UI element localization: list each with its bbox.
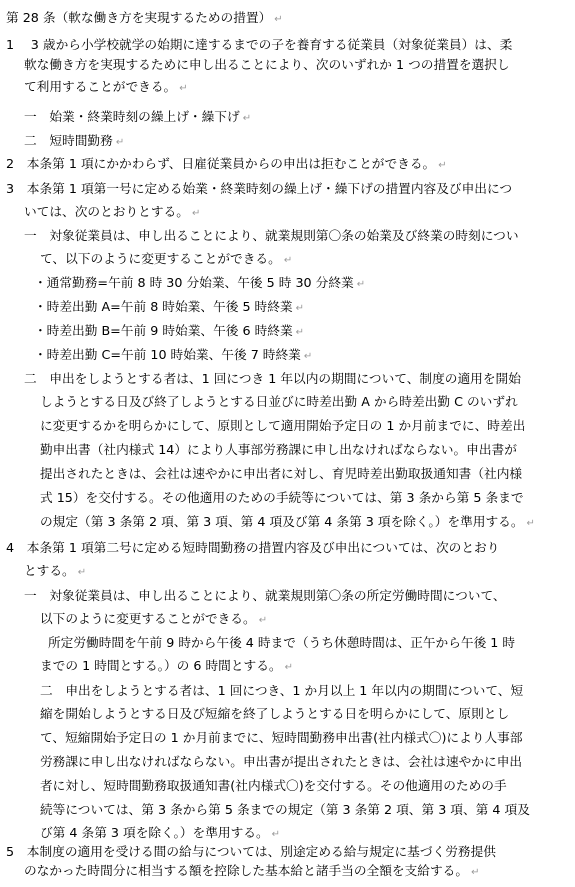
text-line: 軟な働き方を実現するために申し出ることにより、次のいずれか 1 つの措置を選択し: [24, 57, 510, 72]
text-line: て利用することができる。 ↵: [24, 79, 188, 94]
text-line: 提出されたときは、会社は速やかに申出者に対し、育児時差出勤取扱通知書（社内様: [40, 466, 523, 481]
text-line: の規定（第 3 条第 2 項、第 3 項、第 4 項及び第 4 条第 3 項を除く。）を準用する。 ↵: [40, 514, 535, 529]
text-line: 二 申出をしようとする者は、1 回につき、1 か月以上 1 年以内の期間について、短: [40, 683, 524, 698]
paragraph-mark-icon: ↵: [271, 829, 281, 840]
text-line: 4 本条第 1 項第二号に定める短時間勤務の措置内容及び申出については、次のとおり: [6, 540, 500, 555]
text-line: 式 15）を交付する。その他適用のための手続等については、第 3 条から第 5 条まで: [40, 490, 524, 505]
text-line: 続等については、第 3 条から第 5 条までの規定（第 3 条第 2 項、第 3 項、第 4 項及: [40, 802, 530, 817]
text-line: 一 始業・終業時刻の繰上げ・繰下げ ↵: [24, 109, 252, 124]
text-line: 1 3 歳から小学校就学の始期に達するまでの子を養育する従業員（対象従業員）は、柔: [6, 37, 513, 52]
text-line: て、以下のように変更することができる。 ↵: [40, 251, 293, 266]
paragraph-mark-icon: ↵: [274, 14, 283, 25]
text-line: に変更するかを明らかにして、原則として適用開始予定日の 1 か月前までに、時差出: [40, 418, 526, 433]
text-line: 者に対し、短時間勤務取扱通知書(社内様式〇)を交付する。その他適用のための手: [40, 778, 507, 793]
text-line: 一 対象従業員は、申し出ることにより、就業規則第〇条の所定労働時間について、: [24, 588, 506, 603]
list-item: ・通常勤務=午前 8 時 30 分始業、午後 5 時 30 分終業 ↵: [34, 275, 366, 290]
paragraph-mark-icon: ↵: [526, 518, 535, 529]
text-line: 以下のように変更することができる。 ↵: [40, 611, 268, 626]
text-line: のなかった時間分に相当する額を控除した基本給と諸手当の全額を支給する。 ↵: [24, 863, 480, 878]
article-title: 第 28 条（軟な働き方を実現するための措置） ↵: [6, 10, 283, 25]
list-item: ・時差出勤 C=午前 10 時始業、午後 7 時終業 ↵: [34, 347, 313, 362]
text-line: 5 本制度の適用を受ける間の給与については、別途定める給与規定に基づく労務提供: [6, 844, 496, 859]
paragraph-mark-icon: ↵: [191, 208, 201, 219]
paragraph-mark-icon: ↵: [471, 867, 480, 878]
list-item: ・時差出勤 B=午前 9 時始業、午後 6 時終業 ↵: [34, 323, 305, 338]
text-line: までの 1 時間とする。）の 6 時間とする。 ↵: [40, 658, 294, 673]
paragraph-mark-icon: ↵: [283, 255, 293, 266]
paragraph-mark-icon: ↵: [77, 567, 87, 578]
paragraph-mark-icon: ↵: [242, 113, 252, 124]
text-line: 一 対象従業員は、申し出ることにより、就業規則第〇条の始業及び終業の時刻につい: [24, 228, 519, 243]
text-line: 縮を開始しようとする日及び短縮を終了しようとする日を明らかにして、原則とし: [40, 706, 510, 721]
text-line: び第 4 条第 3 項を除く。）を準用する。 ↵: [40, 825, 281, 840]
paragraph-mark-icon: ↵: [295, 327, 305, 338]
text-line: 二 短時間勤務 ↵: [24, 133, 125, 148]
paragraph-mark-icon: ↵: [115, 137, 125, 148]
text-line: とする。 ↵: [24, 563, 87, 578]
text-line: しようとする日及び終了しようとする日並びに時差出勤 A から時差出勤 C のいずれ: [40, 394, 518, 409]
text-line: 3 本条第 1 項第一号に定める始業・終業時刻の繰上げ・繰下げの措置内容及び申出につ: [6, 181, 513, 196]
paragraph-mark-icon: ↵: [258, 615, 268, 626]
text-line: 2 本条第 1 項にかかわらず、日雇従業員からの申出は拒むことができる。 ↵: [6, 156, 447, 171]
paragraph-mark-icon: ↵: [179, 83, 188, 94]
paragraph-mark-icon: ↵: [438, 160, 447, 171]
paragraph-mark-icon: ↵: [356, 279, 366, 290]
paragraph-mark-icon: ↵: [284, 662, 294, 673]
list-item: ・時差出勤 A=午前 8 時始業、午後 5 時終業 ↵: [34, 299, 305, 314]
text-line: 二 申出をしようとする者は、1 回につき 1 年以内の期間について、制度の適用を開始: [24, 371, 521, 386]
paragraph-mark-icon: ↵: [295, 303, 305, 314]
text-line: て、短縮開始予定日の 1 か月前までに、短時間勤務申出書(社内様式〇)により人事部: [40, 730, 523, 745]
paragraph-mark-icon: ↵: [303, 351, 313, 362]
text-line: 所定労働時間を午前 9 時から午後 4 時まで（うち休憩時間は、正午から午後 1 時: [48, 635, 516, 650]
text-line: いては、次のとおりとする。 ↵: [24, 204, 201, 219]
text-line: 労務課に申し出なければならない。申出書が提出されたときは、会社は速やかに申出: [40, 754, 523, 769]
text-line: 勤申出書（社内様式 14）により人事部労務課に申し出なければならない。申出書が: [40, 442, 517, 457]
